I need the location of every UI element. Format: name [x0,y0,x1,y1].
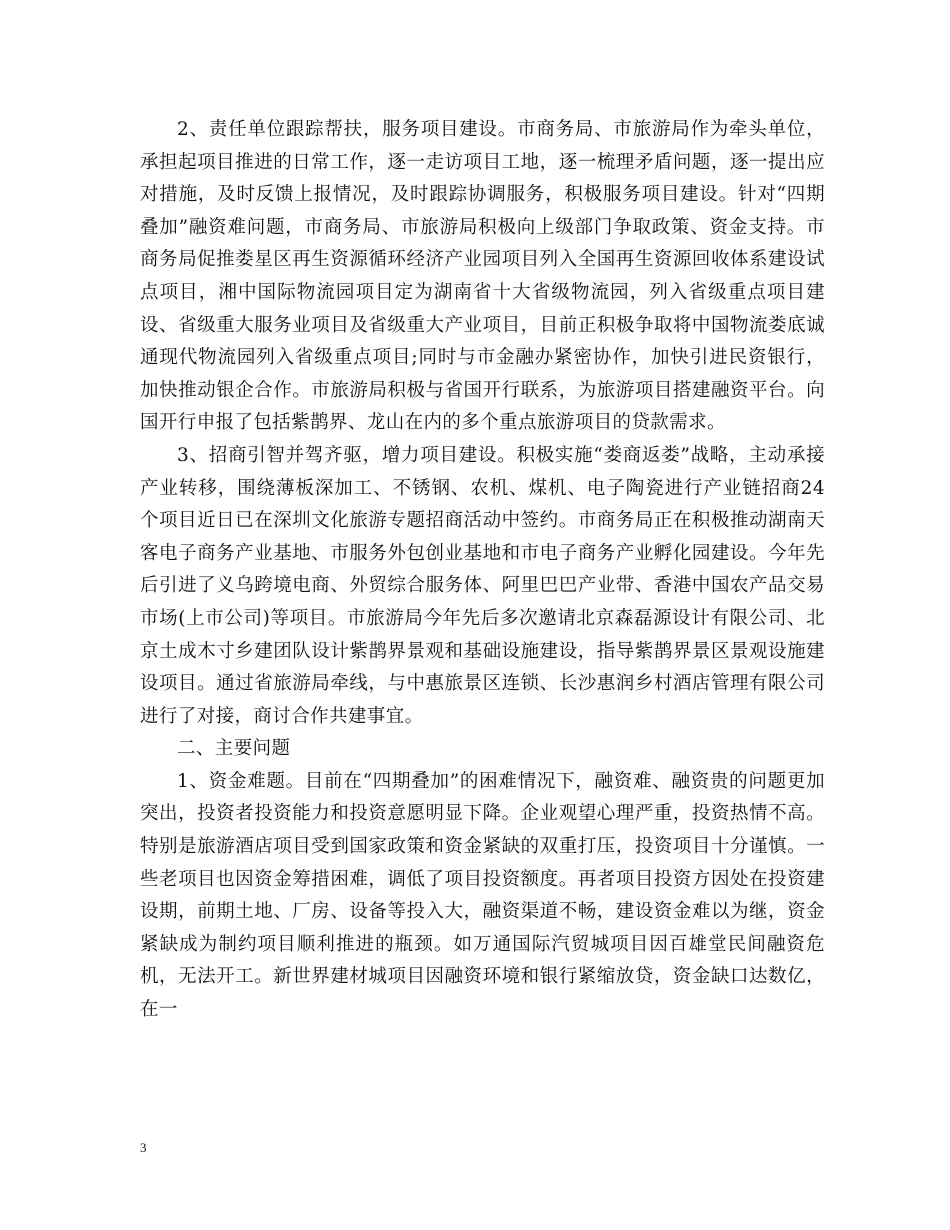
paragraph-responsibility-units: 2、责任单位跟踪帮扶，服务项目建设。市商务局、市旅游局作为牵头单位，承担起项目推进的日常工作，逐一走访项目工地，逐一梳理矛盾问题，逐一提出应对措施，及时反馈上报情况，及时跟踪协调服务，积极服务项目建设。针对“四期叠加”融资难问题，市商务局、市旅游局积极向上级部门争取政策、资金支持。市商务局促推娄星区再生资源循环经济产业园项目列入全国再生资源回收体系建设试点项目，湘中国际物流园项目定为湖南省十大省级物流园，列入省级重点项目建设、省级重大服务业项目及省级重大产业项目，目前正积极争取将中国物流娄底诚通现代物流园列入省级重点项目;同时与市金融办紧密协作，加快引进民资银行，加快推动银企合作。市旅游局积极与省国开行联系，为旅游项目搭建融资平台。向国开行申报了包括紫鹊界、龙山在内的多个重点旅游项目的贷款需求。 [140,119,825,434]
paragraph-investment-attraction: 3、招商引智并驾齐驱，增力项目建设。积极实施“娄商返娄”战略，主动承接产业转移，围绕薄板深加工、不锈钢、农机、煤机、电子陶瓷进行产业链招商24个项目近日已在深圳文化旅游专题招商活动中签约。市商务局正在积极推动湖南天客电子商务产业基地、市服务外包创业基地和市电子商务产业孵化园建设。今年先后引进了义乌跨境电商、外贸综合服务体、阿里巴巴产业带、香港中国农产品交易市场(上市公司)等项目。市旅游局今年先后多次邀请北京森磊源设计有限公司、北京土成木寸乡建团队设计紫鹊界景观和基础设施建设，指导紫鹊界景区景观设施建设项目。通过省旅游局牵线，与中惠旅景区连锁、长沙惠润乡村酒店管理有限公司进行了对接，商讨合作共建事宜。 [140,444,825,727]
section-heading-main-problems: 二、主要问题 [177,738,291,760]
page-number: 3 [140,1140,147,1155]
document-body [140,114,825,1027]
paragraph-funding-problem: 1、资金难题。目前在“四期叠加”的困难情况下，融资难、融资贵的问题更加突出，投资者投资能力和投资意愿明显下降。企业观望心理严重，投资热情不高。特别是旅游酒店项目受到国家政策和资金紧缺的双重打压，投资项目十分谨慎。一些老项目也因资金筹措困难，调低了项目投资额度。再者项目投资方因处在投资建设期，前期土地、厂房、设备等投入大，融资渠道不畅，建设资金难以为继，资金紧缺成为制约项目顺利推进的瓶颈。如万通国际汽贸城项目因百雄堂民间融资危机，无法开工。新世界建材城项目因融资环境和银行紧缩放贷，资金缺口达数亿，在一 [140,770,825,1021]
